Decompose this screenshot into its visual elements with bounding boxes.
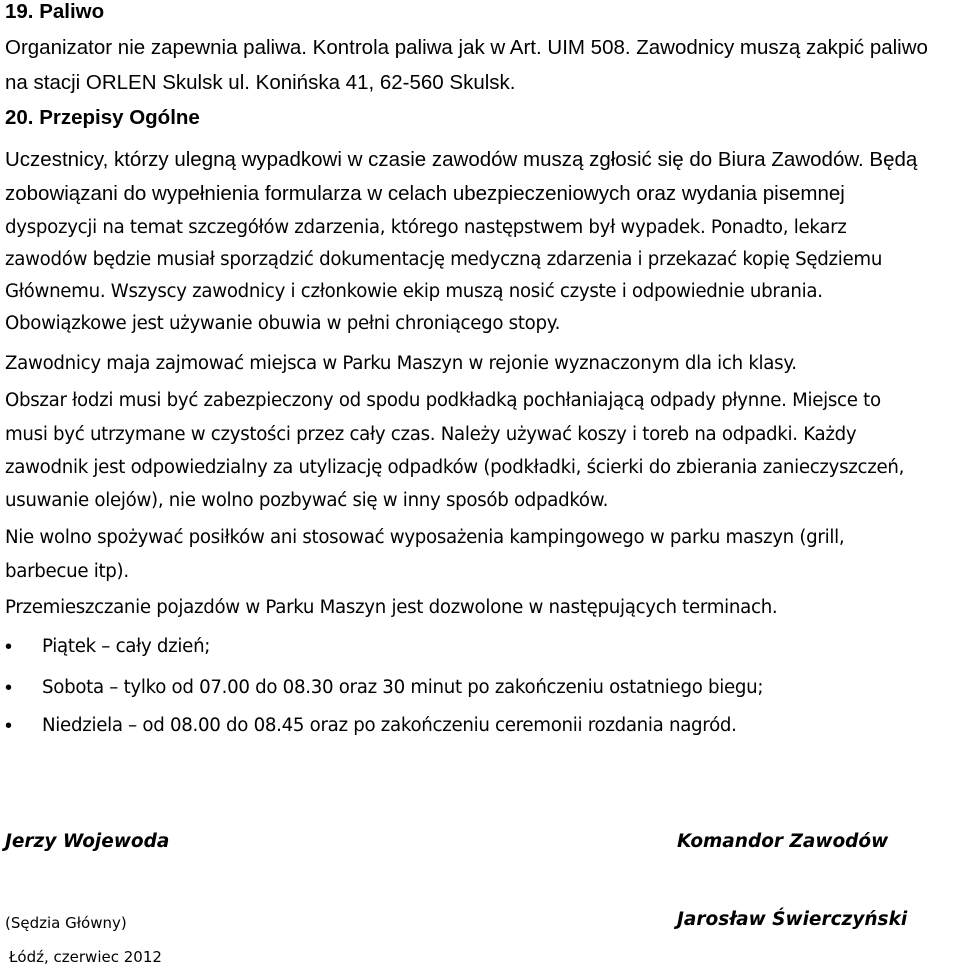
- paragraph-line: Głównemu. Wszyscy zawodnicy i członkowie ekip muszą nosić czyste i odpowiednie ubrania.: [5, 281, 823, 302]
- paragraph-line: Obowiązkowe jest używanie obuwia w pełni chroniącego stopy.: [5, 313, 561, 334]
- signature-right-title: Komandor Zawodów: [677, 831, 889, 852]
- paragraph-line: barbecue itp).: [5, 561, 129, 582]
- section-19-line-1: Organizator nie zapewnia paliwa. Kontrola paliwa jak w Art. UIM 508. Zawodnicy muszą zakpić paliwo: [5, 36, 928, 59]
- bullet-icon: •: [5, 715, 13, 737]
- paragraph-line: Obszar łodzi musi być zabezpieczony od spodu podkładką pochłaniającą odpady płynne. Miejsce to: [5, 390, 881, 411]
- section-19-line-2: na stacji ORLEN Skulsk ul. Konińska 41, 62-560 Skulsk.: [5, 71, 516, 94]
- signature-left-name: Jerzy Wojewoda: [5, 831, 170, 852]
- schedule-item-friday: Piątek – cały dzień;: [42, 636, 211, 657]
- paragraph-line: Nie wolno spożywać posiłków ani stosować wyposażenia kampingowego w parku maszyn (grill,: [5, 527, 845, 548]
- section-20-line-2: zobowiązani do wypełnienia formularza w celach ubezpieczeniowych oraz wydania pisemnej: [5, 182, 845, 205]
- place-and-date: Łódź, czerwiec 2012: [9, 948, 162, 966]
- signature-right-name: Jarosław Świerczyński: [677, 909, 908, 930]
- bullet-icon: •: [5, 677, 13, 699]
- paragraph-line: zawodnik jest odpowiedzialny za utylizację odpadków (podkładki, ścierki do zbierania zanieczyszczeń,: [5, 457, 905, 478]
- paragraph-line: musi być utrzymane w czystości przez cały czas. Należy używać koszy i toreb na odpadki. Każdy: [5, 424, 857, 445]
- section-20-line-1: Uczestnicy, którzy ulegną wypadkowi w czasie zawodów muszą zgłosić się do Biura Zawodów. Będą: [5, 148, 918, 171]
- paragraph-line: usuwanie olejów), nie wolno pozbywać się w inny sposób odpadków.: [5, 490, 609, 511]
- paragraph-line: dyspozycji na temat szczegółów zdarzenia, którego następstwem był wypadek. Ponadto, lekarz: [5, 217, 847, 238]
- section-20-heading: 20. Przepisy Ogólne: [5, 106, 200, 129]
- signature-left-role: (Sędzia Główny): [5, 914, 127, 932]
- paragraph-line: Zawodnicy maja zajmować miejsca w Parku Maszyn w rejonie wyznaczonym dla ich klasy.: [5, 353, 797, 374]
- bullet-icon: •: [5, 636, 13, 658]
- schedule-item-saturday: Sobota – tylko od 07.00 do 08.30 oraz 30 minut po zakończeniu ostatniego biegu;: [42, 677, 764, 698]
- paragraph-line: Przemieszczanie pojazdów w Parku Maszyn jest dozwolone w następujących terminach.: [5, 597, 778, 618]
- schedule-item-sunday: Niedziela – od 08.00 do 08.45 oraz po zakończeniu ceremonii rozdania nagród.: [42, 715, 737, 736]
- section-19-heading: 19. Paliwo: [5, 0, 105, 23]
- paragraph-line: zawodów będzie musiał sporządzić dokumentację medyczną zdarzenia i przekazać kopię Sędziemu: [5, 249, 883, 270]
